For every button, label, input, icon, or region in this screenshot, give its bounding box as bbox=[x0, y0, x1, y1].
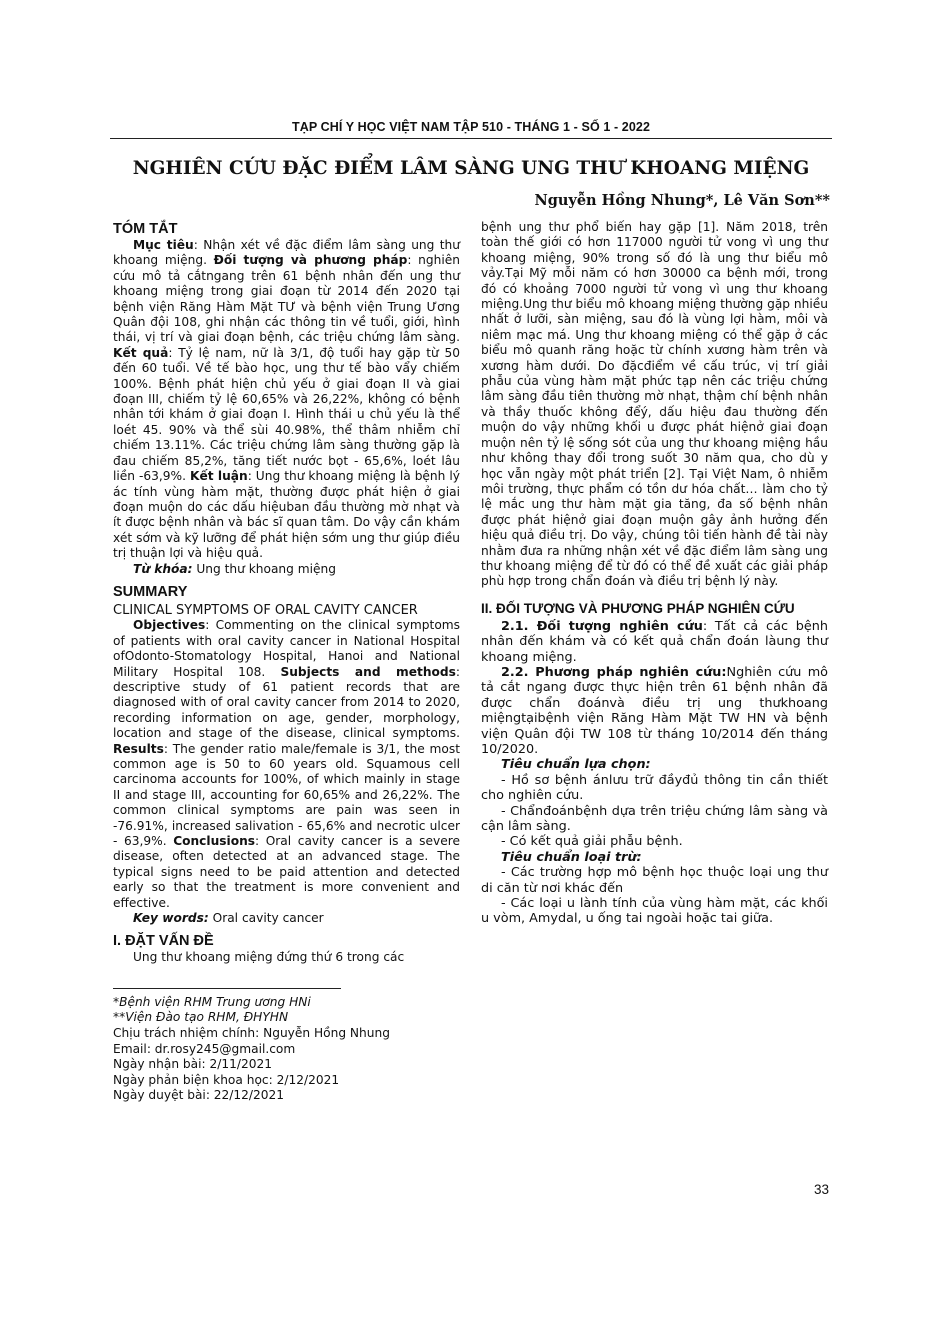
doi-tuong-text: : nghiên cứu mô tả cắtngang trên 61 bệnh nhân đến ung thư khoang miệng trong giai đoạn từ 2014 đến 2020 tại bệnh viện Răng Hàm Mặt TƯ và bệnh viện Trung Ương Quân đội 108, ghi nhận các thông tin về tuổi, giới, hình thái, vị trí và giai đoạn bệnh, các triệu chứng lâm sàng. bbox=[113, 253, 460, 345]
conclusions-text: : Oral cavity cancer is a severe disease, often detected at an advanced stage. The typical signs need to be paid attention and detected early so that the treatment is more convenient and effective. bbox=[113, 834, 460, 910]
footnote-affiliation-2: **Viện Đào tạo RHM, ĐHYHN bbox=[113, 1010, 289, 1025]
exclusion-item-2: - Các loại u lành tính của vùng hàm mặt, các khối u vòm, Amydal, u ống tai ngoài hoặc tai giữa. bbox=[481, 896, 828, 927]
abstract-en-paragraph bbox=[113, 618, 460, 911]
footnote-affiliation-1: *Bệnh viện RHM Trung ương HNi bbox=[113, 994, 311, 1009]
left-column bbox=[113, 220, 460, 1104]
keywords-en-label: Key words: bbox=[133, 911, 209, 926]
subjects-paragraph bbox=[481, 619, 828, 665]
intro-heading: I. ĐẶT VẤN ĐỀ bbox=[113, 933, 214, 950]
method-paragraph bbox=[481, 665, 828, 757]
ket-qua-label: Kết quả bbox=[113, 345, 169, 360]
section-2-1-text: : Tất cả các bệnh nhân đến khám và có kết quả chẩn đoán làung thư khoang miệng. bbox=[481, 618, 828, 665]
exclusion-criteria-label: Tiêu chuẩn loại trừ: bbox=[501, 849, 642, 865]
footnote-accepted: Ngày duyệt bài: 22/12/2021 bbox=[113, 1088, 285, 1103]
ket-luan-label: Kết luận bbox=[190, 469, 248, 484]
exclusion-item-1: - Các trường hợp mô bệnh học thuộc loại ung thư di căn từ nơi khác đến bbox=[481, 865, 828, 896]
muc-tieu-label: Mục tiêu bbox=[133, 238, 194, 252]
abstract-vi-paragraph bbox=[113, 238, 460, 562]
keywords-vi bbox=[113, 562, 460, 577]
keywords-vi-label: Từ khóa: bbox=[133, 561, 193, 576]
footnote-received: Ngày nhận bài: 2/11/2021 bbox=[113, 1057, 272, 1072]
keywords-en bbox=[113, 911, 460, 926]
summary-heading: SUMMARY bbox=[113, 583, 188, 600]
conclusions-label: Conclusions bbox=[173, 834, 255, 849]
footnote-rule bbox=[113, 988, 341, 989]
keywords-en-text: Oral cavity cancer bbox=[208, 911, 324, 926]
objectives-label: Objectives bbox=[133, 618, 206, 633]
intro-first-line: Ung thư khoang miệng đứng thứ 6 trong các bbox=[133, 950, 405, 965]
summary-title: CLINICAL SYMPTOMS OF ORAL CAVITY CANCER bbox=[113, 602, 418, 618]
footnote-reviewed: Ngày phản biện khoa học: 2/12/2021 bbox=[113, 1072, 340, 1087]
intro-continued: bệnh ung thư phổ biến hay gặp [1]. Năm 2018, trên toàn thế giới có hơn 117000 người tử vong vì ung thư khoang miệng, 90% trong số đó là ung thư biểu mô vảy.Tại Mỹ mỗi năm có hơn 30000 ca bệnh mới, trong đó có khoảng 7000 người tử vong vì ung thư khoang miệng.Ung thư biểu mô khoang miệng thường gặp nhiều nhất ở lưỡi, sàn miệng, sau đó là vùng lợi hàm, môi và niêm mạc má. Ung thư khoang miệng có thể gặp ở các biểu mô quanh răng hoặc từ chính xương hàm trên và xương hàm dưới. Do đặcđiểm về cấu trúc, vị trí giải phẫu của vùng hàm mặt phức tạp nên các triệu chứng lâm sàng đầu tiên thường mờ nhạt, thậm chí bệnh nhân và thầy thuốc không đểý, dấu hiệu đau thường đến muộn do vậy những khối u được phát hiệnở giai đoạn muộn nên tỷ lệ sống sót của ung thư khoang miệng hầu như không thay đổi trong suốt 30 năm qua, cho dù y học vẫn ngày một phát triển [2]. Tại Việt Nam, ô nhiễm môi trường, thực phẩm có tồn dư hóa chất… làm cho tỷ lệ mắc ung thư hàm mặt gia tăng, đa số bệnh nhân được phát hiệnở giai đoạn muộn gây ảnh hưởng đến hiệu quả điều trị. Do vậy, chúng tôi tiến hành đề tài này nhằm đưa ra những nhận xét về đặc điểm lâm sàng ung thư khoang miệng để từ đó có thể đề xuất các giải pháp phù hợp trong chẩn đoán và điều trị bệnh lý này. bbox=[481, 220, 828, 589]
right-column bbox=[481, 220, 828, 927]
footnote-corresponding: Chịu trách nhiệm chính: Nguyễn Hồng Nhung bbox=[113, 1026, 390, 1041]
authors: Nguyễn Hồng Nhung*, Lê Văn Sơn** bbox=[534, 192, 830, 209]
section-2-2-text: Nghiên cứu mô tả cắt ngang được thực hiện trên 61 bệnh nhân đã được chẩn đoánvà điều trị ung thưkhoang miệngtạibệnh viện Răng Hàm Mặt TW HN và bệnh viện Quân đội TW 108 từ tháng 10/2014 đến tháng 10/2020. bbox=[481, 664, 828, 757]
inclusion-item-1: - Hồ sơ bệnh ánlưu trữ đầyđủ thông tin cần thiết cho nghiên cứu. bbox=[481, 772, 828, 804]
journal-header: TẠP CHÍ Y HỌC VIỆT NAM TẬP 510 - THÁNG 1 - SỐ 1 - 2022 bbox=[291, 120, 651, 134]
inclusion-item-3: - Có kết quả giải phẫu bệnh. bbox=[501, 834, 683, 850]
page-number: 33 bbox=[814, 1182, 830, 1197]
results-label: Results bbox=[113, 741, 164, 756]
inclusion-criteria-label: Tiêu chuẩn lựa chọn: bbox=[501, 757, 651, 773]
objectives-text: : Commenting on the clinical symptoms of patients with oral cavity cancer in National Hospital ofOdonto-Stomatology Hospital, Hanoi and National Military Hospital 108. bbox=[113, 618, 460, 679]
section-2-2-label: 2.2. Phương pháp nghiên cứu: bbox=[501, 664, 727, 680]
doi-tuong-label: Đối tượng và phương pháp bbox=[213, 253, 408, 268]
results-text: : The gender ratio male/female is 3/1, the most common age is 50 to 60 years old. Squamous cell carcinoma accounts for 100%, of which mainly in stage II and stage III, accounting for 60,65% and 26,22%. The common clinical symptoms are pain was seen in -76.91%, increased salivation - 65,6% and necrotic ulcer - 63,9%. bbox=[113, 741, 460, 849]
article-title: NGHIÊN CỨU ĐẶC ĐIỂM LÂM SÀNG UNG THƯ KHOANG MIỆNG bbox=[132, 158, 810, 179]
subjects-text: : descriptive study of 61 patient records that are diagnosed with of oral cavity cancer from 2014 to 2020, recording information on age, gender, morphology, location and stage of the disease, clinical symptoms. bbox=[113, 664, 460, 741]
footnote-email: Email: dr.rosy245@gmail.com bbox=[113, 1041, 296, 1056]
inclusion-item-2: - Chẩnđoánbệnh dựa trên triệu chứng lâm sàng và cận lâm sàng. bbox=[481, 803, 828, 835]
subjects-label: Subjects and methods bbox=[280, 664, 456, 679]
methods-heading: II. ĐỐI TƯỢNG VÀ PHƯƠNG PHÁP NGHIÊN CỨU bbox=[481, 600, 795, 616]
abstract-vi-heading: TÓM TẮT bbox=[113, 221, 178, 237]
section-2-1-label: 2.1. Đối tượng nghiên cứu bbox=[501, 618, 703, 634]
ket-qua-text: : Tỷ lệ nam, nữ là 3/1, độ tuổi hay gặp từ 50 đến 60 tuổi. Về tế bào học, ung thư tế bào vẩy chiếm 100%. Bệnh phát hiện chủ yếu ở giai đoạn II và giai đoạn III, chiếm tỷ lệ 60,65% và 26,22%, không có bệnh nhân tới khám ở giai đoạn I. Hình thái u chủ yếu là thể loét 45. 90% và thể sùi 40.98%, thể thâm nhiễm chỉ chiếm 13.11%. Các triệu chứng lâm sàng thường gặp là đau chiếm 85,2%, tăng tiết nước bọt - 65,6%, loét lâu liền -63,9%. bbox=[113, 345, 461, 484]
keywords-vi-text: Ung thư khoang miệng bbox=[192, 561, 336, 576]
muc-tieu-text: : Nhận xét về đặc điểm lâm sàng ung thư khoang miệng. bbox=[113, 238, 460, 268]
ket-luan-text: : Ung thư khoang miệng là bệnh lý ác tính vùng hàm mặt, thường được phát hiện ở giai đoạn muộn do các dấu hiệuban đầu thường mờ nhạt và ít được bệnh nhân và bác sĩ quan tâm. Do vậy cần khám xét sớm và kỹ lưỡng để phát hiện sớm ung thư giúp điều trị thuận lợi và hiệu quả. bbox=[113, 469, 460, 561]
header-rule bbox=[110, 138, 832, 139]
